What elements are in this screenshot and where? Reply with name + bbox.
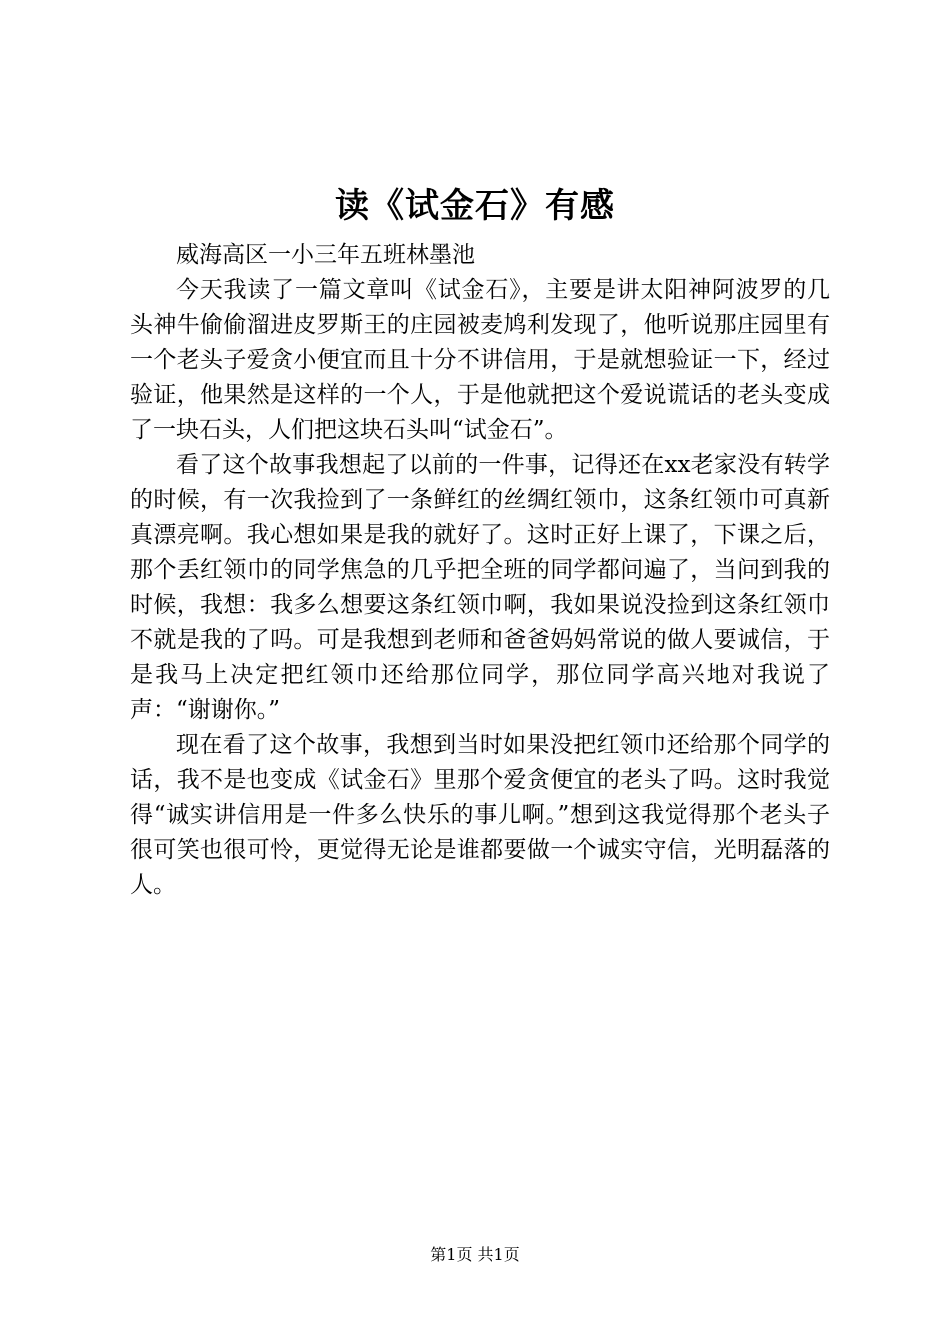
paragraph-2: 看了这个故事我想起了以前的一件事，记得还在xx老家没有转学的时候，有一次我捡到了一条鲜红的丝绸红领巾，这条红领巾可真新真漂亮啊。我心想如果是我的就好了。这时正好上课了，下课之后，那个丢红领巾的同学焦急的几乎把全班的同学都问遍了，当问到我的时候，我想：我多么想要这条红领巾啊，我如果说没捡到这条红领巾不就是我的了吗。可是我想到老师和爸爸妈妈常说的做人要诚信，于是我马上决定把红领巾还给那位同学，那位同学高兴地对我说了声：“谢谢你。” <box>130 452 830 723</box>
document-title: 读《试金石》有感 <box>335 186 615 226</box>
paragraph-3: 现在看了这个故事，我想到当时如果没把红领巾还给那个同学的话，我不是也变成《试金石》里那个爱贪便宜的老头了吗。这时我觉得“诚实讲信用是一件多么快乐的事儿啊。”想到这我觉得那个老头子很可笑也很可怜，更觉得无论是谁都要做一个诚实守信，光明磊落的人。 <box>130 732 830 898</box>
document-body <box>130 238 830 903</box>
page-footer: 第1页 共1页 <box>430 1245 520 1264</box>
author-line: 威海高区一小三年五班林墨池 <box>176 242 475 268</box>
paragraph-1: 今天我读了一篇文章叫《试金石》，主要是讲太阳神阿波罗的几头神牛偷偷溜进皮罗斯王的庄园被麦鸠利发现了，他听说那庄园里有一个老头子爱贪小便宜而且十分不讲信用，于是就想验证一下，经过验证，他果然是这样的一个人，于是他就把这个爱说谎话的老头变成了一块石头，人们把这块石头叫“试金石”。 <box>130 277 830 443</box>
